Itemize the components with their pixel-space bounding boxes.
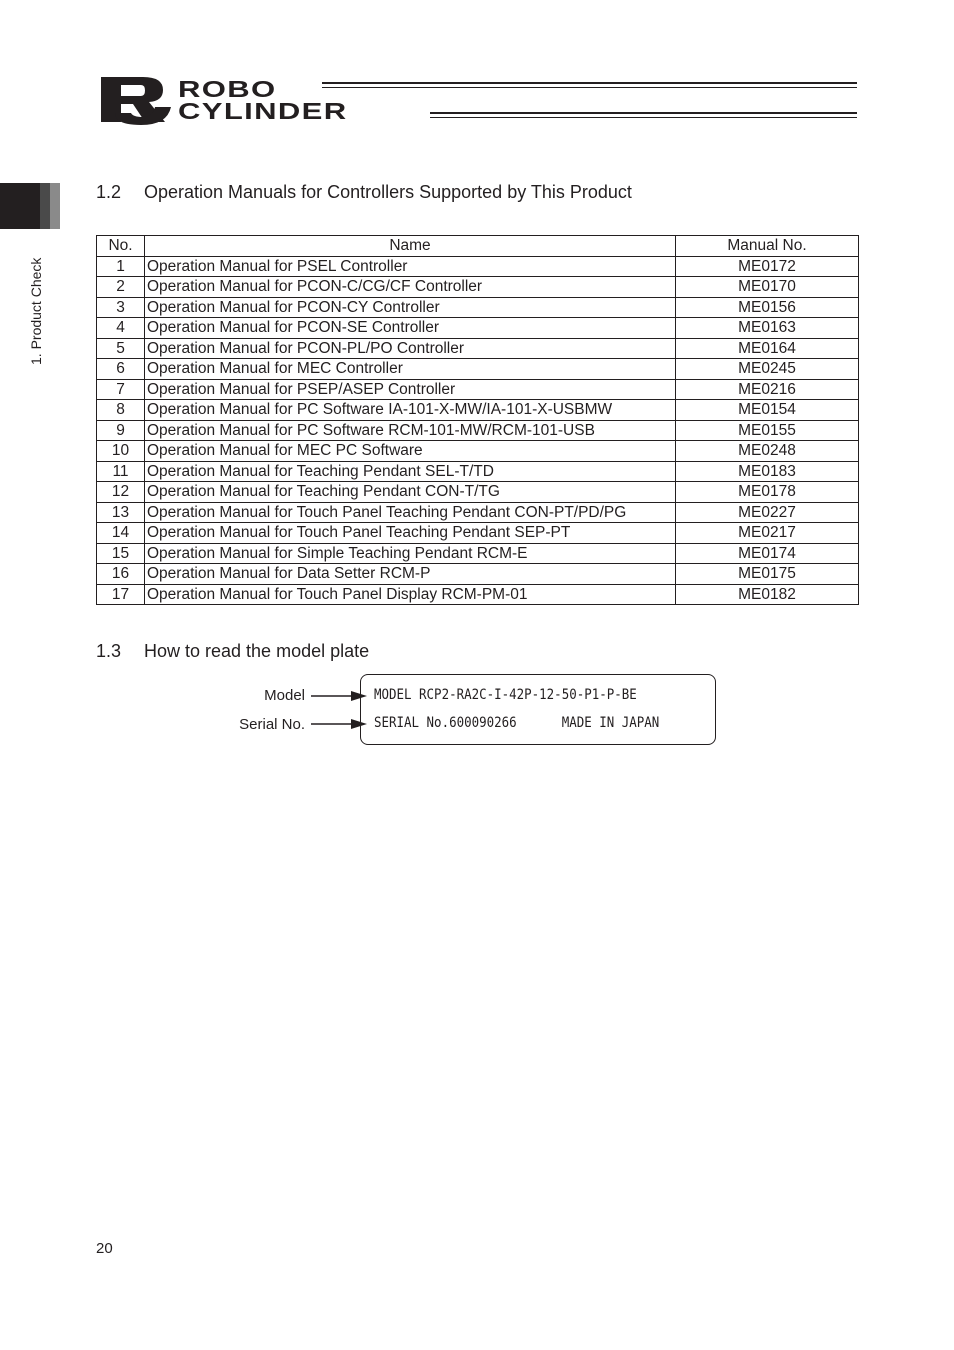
row-no: 15	[97, 543, 145, 564]
serial-label: Serial No.	[239, 716, 305, 733]
section-1-3-heading	[96, 641, 369, 662]
plate-serial-line: SERIAL No.600090266 MADE IN JAPAN	[374, 715, 660, 731]
row-manual-no: ME0178	[676, 482, 859, 503]
row-manual-no: ME0245	[676, 359, 859, 380]
table-row	[97, 277, 859, 298]
row-no: 6	[97, 359, 145, 380]
model-plate	[360, 674, 716, 745]
row-no: 4	[97, 318, 145, 339]
row-manual-no: ME0183	[676, 461, 859, 482]
header-rule-bottom-2	[430, 117, 857, 118]
header-name: Name	[145, 236, 676, 257]
table-row	[97, 482, 859, 503]
table-row	[97, 523, 859, 544]
model-label: Model	[264, 687, 305, 704]
chapter-label: 1. Product Check	[28, 257, 44, 365]
row-no: 13	[97, 502, 145, 523]
table-row	[97, 441, 859, 462]
table-row	[97, 502, 859, 523]
logo-wordmark	[178, 78, 348, 122]
row-no: 11	[97, 461, 145, 482]
row-no: 10	[97, 441, 145, 462]
table-row	[97, 461, 859, 482]
chapter-tab-mid	[40, 183, 50, 229]
row-name: Operation Manual for PCON-CY Controller	[145, 297, 676, 318]
row-manual-no: ME0156	[676, 297, 859, 318]
section-1-2-number: 1.2	[96, 182, 122, 202]
header-rule-bottom-1	[430, 112, 857, 114]
row-manual-no: ME0155	[676, 420, 859, 441]
row-name: Operation Manual for Teaching Pendant CON-T/TG	[145, 482, 676, 503]
row-manual-no: ME0174	[676, 543, 859, 564]
header-no: No.	[97, 236, 145, 257]
row-name: Operation Manual for PSEP/ASEP Controller	[145, 379, 676, 400]
row-no: 2	[97, 277, 145, 298]
table-header-row	[97, 236, 859, 257]
table-row	[97, 297, 859, 318]
header-manual-no: Manual No.	[676, 236, 859, 257]
row-manual-no: ME0217	[676, 523, 859, 544]
row-name: Operation Manual for PCON-SE Controller	[145, 318, 676, 339]
section-1-2-heading	[96, 182, 632, 203]
serial-arrow-icon	[311, 717, 367, 731]
row-name: Operation Manual for PCON-C/CG/CF Controller	[145, 277, 676, 298]
row-no: 14	[97, 523, 145, 544]
row-name: Operation Manual for PSEL Controller	[145, 256, 676, 277]
row-manual-no: ME0175	[676, 564, 859, 585]
row-name: Operation Manual for Touch Panel Display RCM-PM-01	[145, 584, 676, 605]
section-1-3-number: 1.3	[96, 641, 122, 661]
row-no: 12	[97, 482, 145, 503]
manuals-table	[96, 235, 859, 605]
table-row	[97, 420, 859, 441]
row-name: Operation Manual for MEC Controller	[145, 359, 676, 380]
table-row	[97, 564, 859, 585]
table-row	[97, 543, 859, 564]
row-no: 1	[97, 256, 145, 277]
row-name: Operation Manual for Data Setter RCM-P	[145, 564, 676, 585]
logo-line-cylinder: CYLINDER	[178, 98, 348, 124]
section-1-3-title: How to read the model plate	[144, 641, 370, 661]
row-manual-no: ME0164	[676, 338, 859, 359]
chapter-tab-dark	[0, 183, 40, 229]
row-manual-no: ME0216	[676, 379, 859, 400]
row-manual-no: ME0154	[676, 400, 859, 421]
table-row	[97, 379, 859, 400]
table-row	[97, 584, 859, 605]
page-number: 20	[96, 1240, 113, 1257]
table-row	[97, 318, 859, 339]
row-no: 9	[97, 420, 145, 441]
header-rule-top-1	[322, 82, 857, 84]
section-1-2-title: Operation Manuals for Controllers Supported by This Product	[144, 182, 632, 202]
row-no: 5	[97, 338, 145, 359]
row-name: Operation Manual for MEC PC Software	[145, 441, 676, 462]
row-no: 17	[97, 584, 145, 605]
plate-model-line: MODEL RCP2-RA2C-I-42P-12-50-P1-P-BE	[374, 687, 637, 703]
row-manual-no: ME0227	[676, 502, 859, 523]
row-no: 7	[97, 379, 145, 400]
row-manual-no: ME0172	[676, 256, 859, 277]
row-name: Operation Manual for PC Software RCM-101-MW/RCM-101-USB	[145, 420, 676, 441]
row-manual-no: ME0163	[676, 318, 859, 339]
row-name: Operation Manual for Touch Panel Teaching Pendant CON-PT/PD/PG	[145, 502, 676, 523]
row-name: Operation Manual for Touch Panel Teaching Pendant SEP-PT	[145, 523, 676, 544]
row-name: Operation Manual for Simple Teaching Pendant RCM-E	[145, 543, 676, 564]
table-row	[97, 256, 859, 277]
table-row	[97, 400, 859, 421]
row-name: Operation Manual for Teaching Pendant SEL-T/TD	[145, 461, 676, 482]
logo-line-robo: ROBO	[178, 76, 277, 102]
row-name: Operation Manual for PCON-PL/PO Controller	[145, 338, 676, 359]
table-row	[97, 338, 859, 359]
table-row	[97, 359, 859, 380]
row-no: 3	[97, 297, 145, 318]
header-rule-top-2	[322, 87, 857, 88]
model-arrow-icon	[311, 689, 367, 703]
row-name: Operation Manual for PC Software IA-101-X-MW/IA-101-X-USBMW	[145, 400, 676, 421]
row-manual-no: ME0170	[676, 277, 859, 298]
row-manual-no: ME0182	[676, 584, 859, 605]
chapter-tab-light	[50, 183, 60, 229]
row-no: 8	[97, 400, 145, 421]
row-no: 16	[97, 564, 145, 585]
row-manual-no: ME0248	[676, 441, 859, 462]
robo-cylinder-logo-icon	[97, 73, 173, 126]
